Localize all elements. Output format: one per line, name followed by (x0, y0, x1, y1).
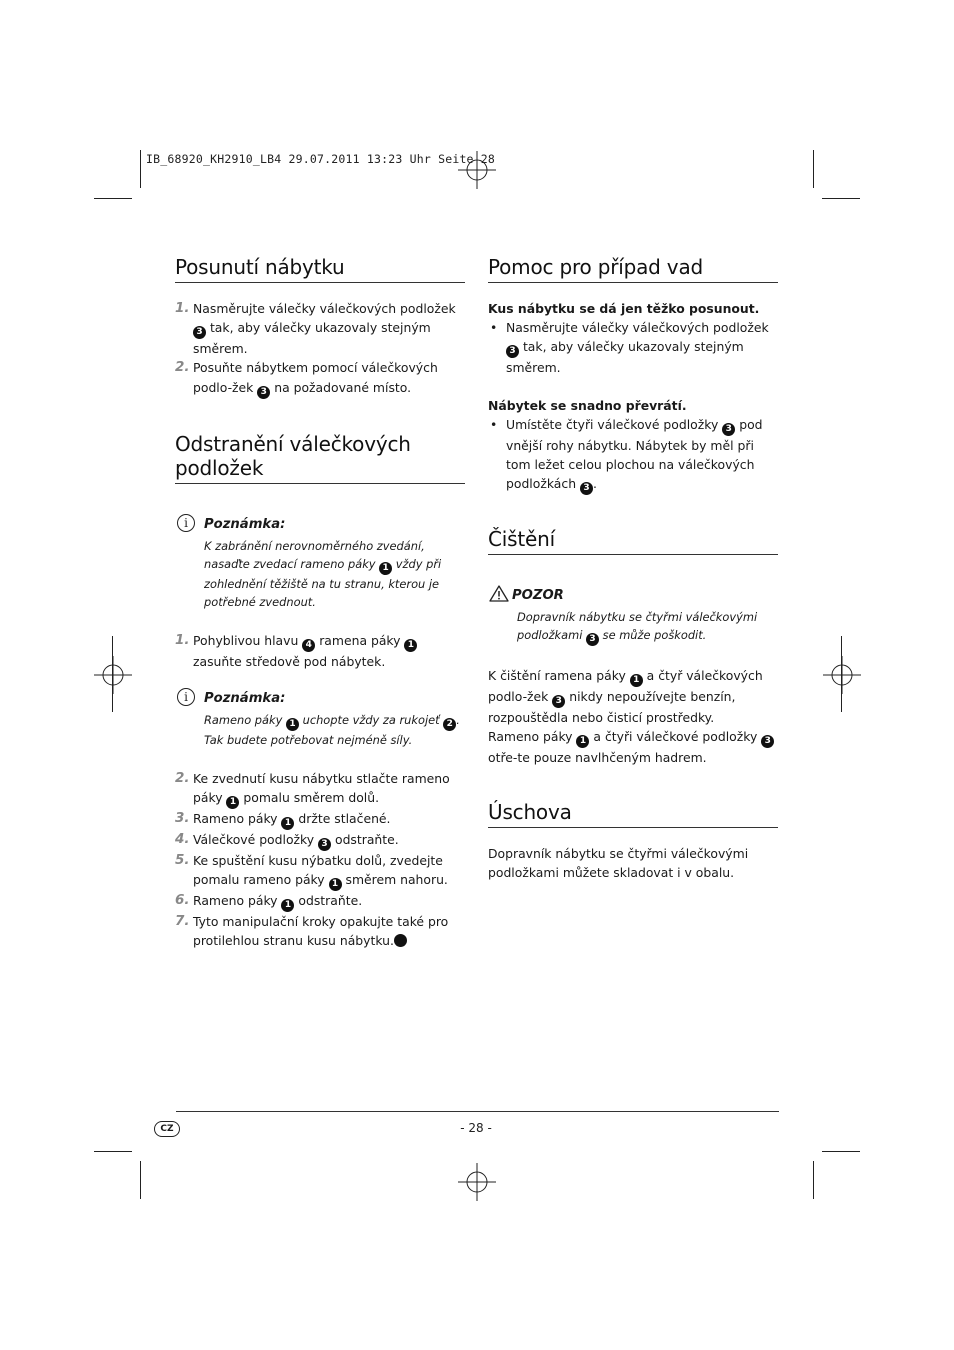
step-number: 2. (175, 769, 190, 786)
ref-number: 1 (329, 878, 342, 891)
ref-number: 3 (761, 735, 774, 748)
note-box (175, 690, 465, 749)
ref-number: 1 (379, 562, 392, 575)
step-number: 5. (175, 852, 190, 869)
list-item: • Nasměrujte válečky válečkových podložek 3 tak, aby válečky ukazovaly stejným směrem. (490, 320, 769, 376)
list-item: 4. Válečkové podložky 3 odstraňte. (175, 831, 399, 850)
note-heading: Poznámka: (204, 690, 286, 706)
list-item: 6. Rameno páky 1 odstraňte. (175, 892, 363, 911)
crop-mark (813, 1161, 814, 1199)
ref-number: 1 (630, 674, 643, 687)
registration-mark-right (823, 656, 861, 694)
note-text: Rameno páky 1 uchopte vždy za rukojeť 2 . Tak budete potřebovat nejméně síly. (204, 712, 460, 747)
section-title-cleaning: Čištění (488, 527, 778, 555)
right-column (488, 255, 778, 882)
print-slug: IB_68920_KH2910_LB4 29.07.2011 13:23 Uhr Seite 28 (146, 152, 496, 166)
ref-number: 3 (586, 633, 599, 646)
warning-icon (489, 585, 509, 602)
language-badge: CZ (154, 1121, 180, 1137)
list-item: 5. Ke spuštění kusu nýbatku dolů, zvedejte pomalu rameno páky 1 směrem nahoru. (175, 852, 448, 890)
crop-mark (822, 198, 860, 199)
section-title-moving: Posunutí nábytku (175, 255, 465, 283)
step-number: 6. (175, 892, 190, 909)
ref-number: 3 (193, 326, 206, 339)
ref-number: 1 (226, 796, 239, 809)
crop-mark (112, 636, 113, 712)
ref-number: 3 (257, 386, 270, 399)
step-number: 1. (175, 300, 190, 316)
ref-number: 4 (302, 639, 315, 652)
problem-heading: Nábytek se snadno převrátí. (488, 397, 687, 413)
note-box (175, 516, 465, 611)
list-item: • Umístěte čtyři válečkové podložky 3 pod vnější rohy nábytku. Nábytek by měl při tom ležet celou plochou na válečkových podložkách 3 . (490, 416, 763, 494)
list-item: 7. Tyto manipulační kroky opakujte také pro protilehlou stranu kusu nábytku. (175, 913, 449, 949)
cleaning-text: K čištění ramena páky 1 a čtyř válečkových podlo-žek 3 nikdy nepoužívejte benzín, rozpouštědla nebo čisticí prostředky. (488, 668, 763, 726)
warning-heading: POZOR (512, 588, 564, 604)
info-icon: i (177, 514, 195, 532)
list-item: 1. Nasměrujte válečky válečkových podložek 3 tak, aby válečky ukazovaly stejným směrem. (175, 300, 456, 357)
warning-box (488, 587, 778, 646)
list-item: 1. Pohyblivou hlavu 4 ramena páky 1 zasuňte středově pod nábytek. (175, 631, 465, 671)
ref-number: 3 (318, 838, 331, 851)
crop-mark (813, 150, 814, 188)
note-heading: Poznámka: (204, 516, 286, 532)
removing-step-1 (175, 631, 465, 671)
removing-steps (175, 769, 465, 951)
page-number: - 28 - (460, 1121, 492, 1135)
crop-mark (140, 150, 141, 188)
crop-mark (822, 1151, 860, 1152)
section-title-troubleshooting: Pomoc pro případ vad (488, 255, 778, 283)
ref-number: 1 (286, 718, 299, 731)
step-number: 7. (175, 913, 190, 930)
list-item: 2. Ke zvednutí kusu nábytku stlačte rameno páky 1 pomalu směrem dolů. (175, 769, 450, 808)
ref-number: 3 (506, 345, 519, 358)
ref-number: 1 (281, 899, 294, 912)
ref-number: 1 (576, 735, 589, 748)
step-number: 1. (175, 631, 190, 648)
list-item: 2. Posuňte nábytkem pomocí válečkových podlo-žek 3 na požadované místo. (175, 359, 438, 397)
info-icon: i (177, 688, 195, 706)
problem-heading: Kus nábytku se dá jen těžko posunout. (488, 301, 760, 316)
crop-mark (140, 1161, 141, 1199)
ref-number: 3 (552, 695, 565, 708)
warning-text: Dopravník nábytku se čtyřmi válečkovými podložkami 3 se může poškodit. (517, 610, 758, 645)
crop-mark (841, 636, 842, 712)
section-title-removing: Odstranění válečkových podložek (175, 432, 465, 484)
crop-mark (94, 1151, 132, 1152)
crop-mark (94, 198, 132, 199)
cleaning-text: Rameno páky 1 a čtyři válečkové podložky 3 otře-te pouze navlhčeným hadrem. (488, 727, 778, 767)
ref-number: 1 (281, 817, 294, 830)
solution-list (488, 415, 778, 495)
ref-number: 3 (580, 482, 593, 495)
step-number: 4. (175, 831, 190, 848)
registration-mark-top (458, 151, 496, 189)
step-number: 2. (175, 359, 190, 376)
left-column (175, 255, 465, 951)
footer-rule (176, 1111, 779, 1112)
note-text: K zabránění nerovnoměrného zvedání, nasaďte zvedací rameno páky 1 vždy při zohlednění těžiště na tu stranu, kterou je potřebné zvednout. (204, 538, 442, 609)
moving-steps (175, 299, 465, 399)
ref-number: 1 (404, 639, 417, 652)
section-title-storage: Úschova (488, 800, 778, 828)
solution-list (488, 318, 778, 377)
ref-number: 3 (722, 423, 735, 436)
ref-number: 2 (443, 718, 456, 731)
step-number: 3. (175, 810, 190, 827)
storage-text: Dopravník nábytku se čtyřmi válečkovými podložkami můžete skladovat i v obalu. (488, 845, 749, 880)
list-item: 3. Rameno páky 1 držte stlačené. (175, 810, 391, 829)
registration-mark-bottom (458, 1163, 496, 1201)
ref-number (394, 934, 407, 947)
registration-mark-left (94, 656, 132, 694)
